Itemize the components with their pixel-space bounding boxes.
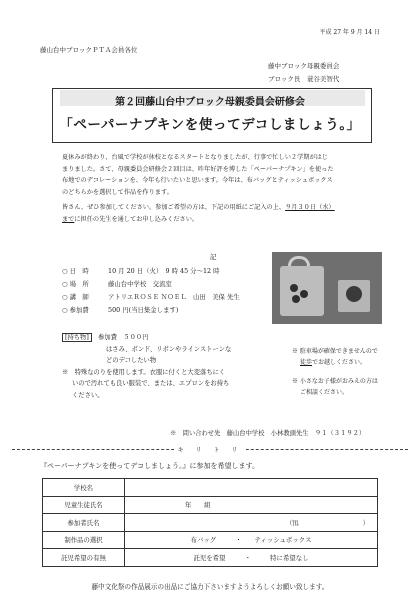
walk-emphasis: 徒歩: [300, 359, 313, 366]
participant-name-field[interactable]: （℡ ）: [125, 514, 378, 532]
event-title: 「ペーパーナプキンを使ってデコしましょう。」: [59, 117, 361, 133]
deadline-made: まで: [62, 215, 75, 223]
intro-line-2: まりました。さて、母親委員会研修会２回目は、昨年好評を博した「ペーパーナプキン」を使った: [62, 165, 334, 173]
intro-line-4: のどちらかを選択して作品を作ります。: [62, 188, 173, 196]
student-name-field[interactable]: 年 組: [125, 496, 378, 514]
detail-row-instructor: ○ 講 師 アトリエＲＯＳＥ ＮＯＥＬ 山田 美保 先生: [62, 293, 240, 301]
detail-row-place: ○ 場 所 藤山台中学校 交流室: [62, 280, 172, 288]
request-text-2: に担任の先生を通してお申し込みください。: [74, 215, 199, 223]
application-form: [42, 478, 378, 567]
footer-request: 藤中文化祭の作品展示の出品にご協力下さいますようよろしくお願い致します。: [91, 583, 329, 591]
glue-note-1: ※ 特殊なのりを使用します。衣服に付くと大変落ちにく: [62, 368, 226, 376]
items-line-2: どのデコしたい物: [106, 357, 157, 364]
items-label: [持ち物]: [62, 333, 92, 342]
craft-choice-label: 制作品の選択: [43, 531, 125, 549]
recipient-line: 藤山台中ブロックＰＴＡ会員各位: [40, 46, 138, 54]
glue-note-2: いので汚れても良い服装で、または、エプロンをお持ち: [72, 380, 230, 387]
intro-line-1: 夏休みが終わり、台風で学校が休校となるスタートとなりましたが、行事で忙しい２学期がはじ: [62, 154, 329, 161]
school-field[interactable]: [125, 479, 378, 497]
items-to-bring: [62, 332, 282, 401]
bag-decoration: [290, 284, 314, 304]
glue-note-3: ください。: [72, 391, 104, 399]
student-name-label: 児童生徒氏名: [43, 496, 125, 514]
sample-tissue-box: [338, 280, 370, 312]
cut-line-label: キ リ ト リ: [0, 445, 420, 454]
childcare-label: 託児希望の有無: [43, 549, 125, 567]
contact-info: ※ 問い合わせ先 藤山台中学校 小林教頭先生 ９１（３１９２）: [170, 430, 366, 437]
request-paragraph: [62, 202, 382, 225]
childcare-note: ※ 小さなお子様がおみえの方は ご相談ください。: [292, 378, 378, 396]
childcare-options[interactable]: 託児を希望 ・ 特に希望なし: [125, 549, 378, 567]
issue-date: 平成 27 年 9 月 14 日: [319, 29, 380, 36]
sample-photo: [272, 252, 382, 324]
form-row-student: [43, 496, 378, 514]
items-fee: 参加費 ５００円: [98, 334, 149, 341]
parking-note: ※ 駐車場が確保できませんので 徒歩でお越しください。: [292, 348, 378, 366]
deadline-date: ９月３０日（水）: [285, 204, 335, 211]
request-text: 皆さん、ぜひ参加してください。参加ご希望の方は、下記の用紙にご記入の上、: [62, 204, 286, 211]
detail-row-date: ○ 日 時 10 月 20 日（火） 9 時 45 分～12 時: [62, 267, 220, 275]
application-statement: 『ペーパーナプキンを使ってデコしましょう。』に参加を希望します。: [40, 462, 259, 470]
sender-committee: 藤中ブロック母親委員会: [268, 62, 340, 70]
intro-paragraph: [62, 152, 382, 198]
school-label: 学校名: [43, 479, 125, 497]
event-details: [62, 265, 240, 317]
intro-line-3: 布地でのデコレーションを、今年も行いたいと思います。今年は、布バッグとティッシュボックス: [62, 177, 333, 184]
event-subtitle: 第２回藤山台中ブロック母親委員会研修会: [115, 97, 305, 108]
craft-choice-options[interactable]: 布バッグ ・ ティッシュボックス: [125, 531, 378, 549]
ki-mark: 記: [210, 253, 217, 261]
form-row-school: [43, 479, 378, 497]
form-row-childcare: [43, 549, 378, 567]
participant-name-label: 参加者氏名: [43, 514, 125, 532]
detail-row-fee: ○ 参加費 500 円(当日集金します): [62, 306, 179, 314]
form-row-craft: [43, 531, 378, 549]
items-line-1: はさみ、ボンド、リボンやラインストーンな: [106, 345, 232, 353]
form-row-participant: [43, 514, 378, 532]
sender-block-leader: ブロック長 蓑谷美智代: [268, 75, 340, 83]
